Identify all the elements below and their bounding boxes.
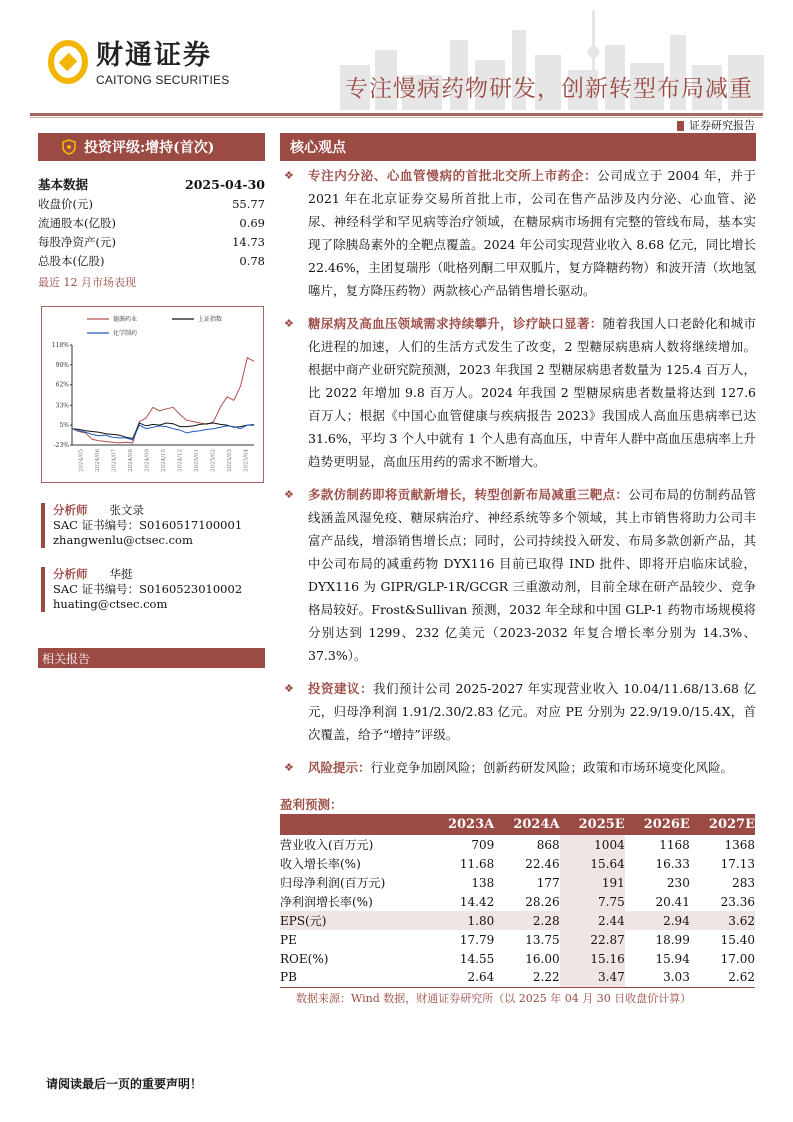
cell-value: 14.55 — [459, 951, 495, 966]
cell-value: 15.94 — [655, 951, 690, 966]
forecast-table — [280, 814, 755, 988]
core-view-bar: 核心观点 — [280, 133, 756, 161]
cell-value: 2.44 — [560, 911, 625, 930]
diamond-bullet-icon: ❖ — [284, 317, 294, 330]
table-row — [280, 854, 755, 873]
cell-value: 2.64 — [429, 968, 494, 987]
legend-label: 化学制药 — [113, 330, 138, 337]
square-icon — [677, 121, 684, 131]
cell-value: 23.36 — [720, 894, 755, 909]
disclaimer-notice: 请阅读最后一页的重要声明！ — [46, 1077, 203, 1091]
analyst-card — [41, 567, 266, 612]
cell-value: 3.47 — [560, 968, 625, 987]
table-row — [280, 930, 755, 949]
cell-value: 230 — [666, 875, 690, 890]
analyst-sac: SAC 证书编号：S0160517100001 — [53, 518, 243, 532]
cell-value: 2.22 — [494, 968, 559, 987]
row-label: EPS(元) — [280, 911, 429, 930]
row-label: PE — [280, 932, 297, 947]
row-label: 收入增长率(%) — [280, 856, 361, 871]
analyst-name: 张文录 — [109, 503, 144, 517]
basic-row — [38, 196, 265, 212]
point-heading: 风险提示： — [308, 760, 371, 775]
basic-data-header — [38, 177, 265, 193]
y-tick-label: 33% — [55, 402, 69, 410]
cell-value: 7.75 — [560, 892, 625, 911]
point-body: 行业竞争加剧风险；创新药研发风险；政策和市场环境变化风险。 — [370, 760, 734, 775]
row-label: 归母净利润(百万元) — [280, 875, 386, 890]
table-row — [280, 835, 755, 854]
basic-key: 每股净资产(元) — [38, 235, 116, 249]
cell-value: 13.75 — [525, 932, 560, 947]
y-tick-label: 5% — [59, 422, 69, 430]
analyst-sac: SAC 证书编号：S0160523010002 — [53, 582, 243, 596]
cell-value: 2.94 — [625, 911, 690, 930]
core-point — [280, 677, 756, 746]
legend-label: 上证指数 — [198, 316, 223, 323]
diamond-bullet-icon: ❖ — [284, 761, 294, 774]
cell-value: 15.16 — [560, 949, 625, 968]
table-row — [280, 911, 755, 930]
row-label: ROE(%) — [280, 951, 329, 966]
core-point — [280, 756, 756, 779]
analyst-label: 分析师 — [53, 567, 88, 581]
row-label: 净利润增长率(%) — [280, 894, 373, 909]
table-row — [280, 892, 755, 911]
shield-icon — [62, 139, 76, 155]
table-header-row — [280, 814, 755, 835]
cell-value: 1168 — [659, 837, 690, 852]
point-body: 公司布局的仿制药品管线涵盖风湿免疫、糖尿病治疗、神经系统等多个领域，其上市销售将助力公司丰富产品线，增添销售增长点；同时，公司持续投入研发、布局多款创新产品，其中公司布局的减重药物 DYX116 目前已取得 IND 批件、即将开启临床试验，DYX116 为 GIPR/GLP-1R/GCGR 三重激动剂，目前全球在研产品较少、竞争格局较好。Frost&Sullivan 预测，2032 年全球和中国 GLP-1 药物市场规模将分别达到 1299、232 亿美元（2023-2032 年复合增长率分别为 14.3%、37.3%）。 — [308, 487, 756, 663]
basic-value: 14.73 — [232, 235, 265, 249]
report-type — [677, 119, 755, 132]
x-tick-label: 2025/04 — [243, 449, 250, 472]
column-header: 2027E — [690, 814, 755, 835]
x-tick-label: 2025/01 — [194, 449, 201, 472]
basic-value: 55.77 — [232, 197, 265, 211]
report-type-label: 证券研究报告 — [689, 119, 755, 132]
cell-value: 18.99 — [655, 932, 690, 947]
table-row — [280, 873, 755, 892]
investment-rating-bar — [38, 133, 265, 161]
basic-key: 总股本(亿股) — [38, 254, 105, 268]
basic-key: 流通股本(亿股) — [38, 216, 116, 230]
point-body: 我们预计公司 2025-2027 年实现营业收入 10.04/11.68/13.68 亿元，归母净利润 1.91/2.30/2.83 亿元。对应 PE 分别为 22.9/19.0/15.4X，首次覆盖，给予“增持”评级。 — [308, 681, 756, 742]
column-header: 2026E — [625, 814, 690, 835]
cell-value: 709 — [471, 837, 495, 852]
header-divider — [30, 113, 763, 116]
forecast-title: 盈利预测： — [280, 797, 343, 812]
cell-value: 1368 — [724, 837, 755, 852]
basic-row — [38, 253, 265, 269]
row-label: 营业收入(百万元) — [280, 837, 374, 852]
cell-value: 16.33 — [655, 856, 690, 871]
column-header: 2025E — [560, 814, 625, 835]
cell-value: 1004 — [560, 835, 625, 854]
basic-data-title: 基本数据 — [38, 177, 89, 192]
point-heading: 专注内分泌、心血管慢病的首批北交所上市药企： — [308, 168, 598, 183]
cell-value: 191 — [560, 873, 625, 892]
y-tick-label: 62% — [55, 381, 69, 389]
logo-text-en: CAITONG SECURITIES — [96, 73, 230, 87]
cell-value: 17.00 — [720, 951, 755, 966]
point-heading: 多款仿制药即将贡献新增长，转型创新布局减重三靶点： — [308, 487, 629, 502]
basic-key: 收盘价(元) — [38, 197, 93, 211]
basic-row — [38, 234, 265, 250]
cell-value: 20.41 — [655, 894, 690, 909]
cell-value: 16.00 — [525, 951, 560, 966]
analyst-label: 分析师 — [53, 503, 88, 517]
x-tick-label: 2025/03 — [227, 449, 234, 472]
series-line-0 — [72, 358, 254, 443]
cell-value: 17.79 — [459, 932, 495, 947]
core-point — [280, 164, 756, 302]
market-performance-title: 最近 12 月市场表现 — [38, 276, 136, 289]
diamond-bullet-icon: ❖ — [284, 682, 294, 695]
table-row — [280, 949, 755, 968]
core-point — [280, 483, 756, 667]
cell-value: 17.13 — [720, 856, 755, 871]
row-label: PB — [280, 968, 429, 987]
x-tick-label: 2024/07 — [111, 449, 118, 472]
cell-value: 28.26 — [525, 894, 560, 909]
caitong-logo-icon — [48, 40, 88, 84]
x-tick-label: 2024/08 — [127, 449, 134, 472]
core-point — [280, 312, 756, 473]
rating-label: 投资评级:增持(首次) — [84, 140, 215, 156]
header-divider-thin — [30, 117, 763, 118]
right-column — [280, 133, 756, 1006]
x-tick-label: 2024/10 — [161, 449, 167, 472]
stock-chart — [41, 306, 264, 483]
cell-value: 11.68 — [459, 856, 495, 871]
basic-data-date: 2025-04-30 — [185, 177, 265, 192]
cell-value: 22.87 — [560, 930, 625, 949]
x-tick-label: 2024/12 — [177, 449, 184, 472]
cell-value: 138 — [471, 875, 495, 890]
stock-chart-svg — [42, 307, 263, 482]
data-source: 数据来源：Wind 数据，财通证券研究所（以 2025 年 04 月 30 日收盘价计算） — [296, 991, 692, 1005]
x-tick-label: 2024/09 — [144, 449, 151, 472]
column-header: 2024A — [494, 814, 559, 835]
point-heading: 糖尿病及高血压领域需求持续攀升，诊疗缺口显著： — [308, 316, 603, 331]
cell-value: 2.62 — [690, 968, 755, 987]
cell-value: 15.40 — [720, 932, 755, 947]
cell-value: 868 — [536, 837, 560, 852]
analyst-email[interactable]: zhangwenlu@ctsec.com — [53, 533, 193, 547]
y-tick-label: -23% — [53, 442, 69, 449]
diamond-bullet-icon: ❖ — [284, 488, 294, 501]
basic-value: 0.78 — [239, 254, 265, 268]
cell-value: 177 — [536, 875, 560, 890]
related-reports-bar: 相关报告 — [38, 648, 265, 668]
logo-text-cn: 财通证券 — [96, 40, 212, 71]
point-body: 随着我国人口老龄化和城市化进程的加速，人们的生活方式发生了改变，2 型糖尿病患病人数将继续增加。根据中商产业研究院预测，2023 年我国 2 型糖尿病患者数量为 125.4 百万人，比 2022 年增加 9.8 百万人。2024 年我国 2 型糖尿病患者数量将达到 127.6 百万人；根据《中国心血管健康与疾病报告 2023》我国成人高血压患病率已达 31.6%，平均 3 个人中就有 1 个人患有高血压，中青年人群中高血压患病率上升趋势更明显，高血压用药的需求不断增大。 — [308, 316, 756, 469]
cell-value: 2.28 — [494, 911, 559, 930]
report-title: 专注慢病药物研发，创新转型布局减重 — [345, 76, 753, 102]
basic-row — [38, 215, 265, 231]
y-tick-label: 90% — [55, 361, 69, 369]
table-row — [280, 968, 755, 987]
analyst-card — [41, 503, 266, 548]
analyst-name: 华挺 — [109, 567, 133, 581]
x-tick-label: 2024/05 — [78, 449, 85, 472]
x-tick-label: 2024/06 — [94, 449, 101, 472]
diamond-bullet-icon: ❖ — [284, 169, 294, 182]
point-heading: 投资建议： — [308, 681, 373, 696]
basic-value: 0.69 — [239, 216, 265, 230]
legend-label: 德源药业 — [113, 316, 138, 323]
point-body: 公司成立于 2004 年，并于 2021 年在北京证券交易所首批上市，公司在售产品涉及内分泌、心血管、泌尿、神经科学和罕见病等治疗领域，在糖尿病市场拥有完整的管线布局，基本实现了除胰岛素外的全靶点覆盖。2024 年公司实现营业收入 8.68 亿元，同比增长 22.46%，主团复瑞彤（吡格列酮二甲双胍片，复方降糖药物）和波开清（坎地氢噻片，复方降压药物）两款核心产品销售增长驱动。 — [308, 168, 756, 298]
cell-value: 3.03 — [625, 968, 690, 987]
cell-value: 22.46 — [525, 856, 560, 871]
cell-value: 1.80 — [429, 911, 494, 930]
cell-value: 3.62 — [690, 911, 755, 930]
column-header — [280, 814, 429, 835]
x-tick-label: 2025/02 — [210, 449, 217, 472]
column-header: 2023A — [429, 814, 494, 835]
cell-value: 14.42 — [459, 894, 495, 909]
cell-value: 283 — [732, 875, 755, 890]
y-tick-label: 118% — [51, 342, 69, 349]
cell-value: 15.64 — [560, 854, 625, 873]
analyst-email[interactable]: huating@ctsec.com — [53, 597, 168, 611]
